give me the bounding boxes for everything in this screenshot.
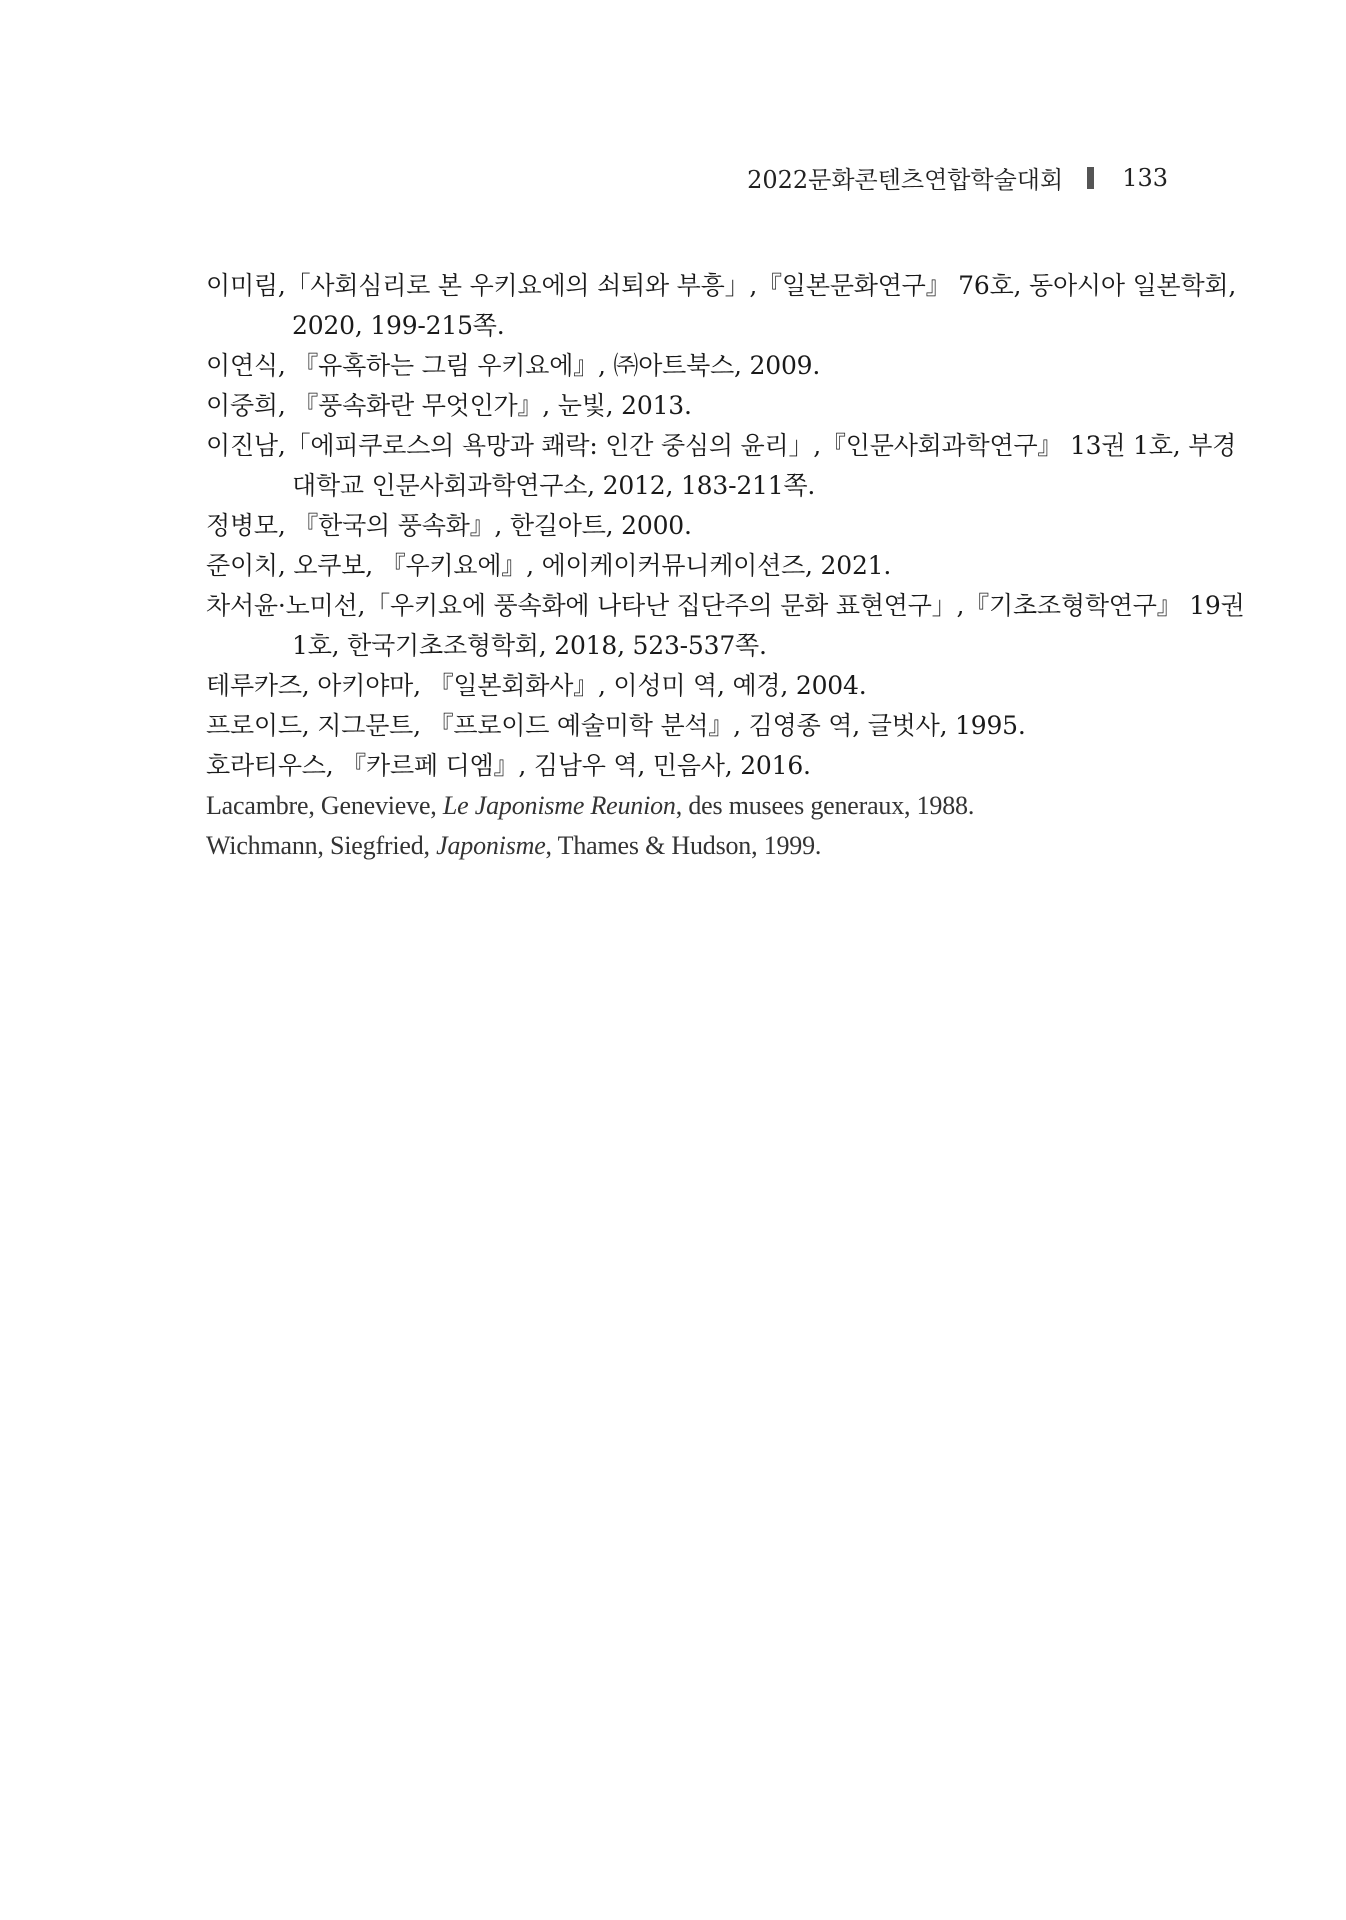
reference-authors: Wichmann, Siegfried,: [206, 831, 437, 860]
reference-item: [206, 706, 1168, 746]
reference-line: 프로이드, 지그문트, 『프로이드 예술미학 분석』, 김영종 역, 글벗사, 1995.: [206, 711, 1026, 740]
reference-item: [206, 346, 1168, 386]
reference-item: [206, 386, 1168, 426]
english-reference-item: [206, 786, 1168, 826]
reference-item: [206, 426, 1237, 506]
header-divider: [1087, 167, 1094, 189]
reference-line: 이중희, 『풍속화란 무엇인가』, 눈빛, 2013.: [206, 391, 692, 420]
reference-list: [206, 266, 1245, 866]
reference-item: [206, 666, 1168, 706]
reference-line: 이미림,「사회심리로 본 우키요에의 쇠퇴와 부흥」,『일본문화연구』 76호, 동아시아 일본학회,: [206, 271, 1237, 300]
reference-item: [206, 546, 1168, 586]
reference-item: [206, 506, 1168, 546]
reference-continuation: 1호, 한국기초조형학회, 2018, 523-537쪽.: [292, 631, 767, 660]
reference-line: 정병모, 『한국의 풍속화』, 한길아트, 2000.: [206, 511, 692, 540]
reference-title: Le Japonisme Reunion: [442, 791, 676, 820]
reference-publication: , des musees generaux, 1988.: [675, 791, 975, 820]
reference-line: 호라티우스, 『카르페 디엠』, 김남우 역, 민음사, 2016.: [206, 751, 811, 780]
reference-continuation: 대학교 인문사회과학연구소, 2012, 183-211쪽.: [292, 471, 816, 500]
reference-item: [206, 586, 1245, 666]
reference-continuation: 2020, 199-215쪽.: [292, 311, 505, 340]
reference-publication: , Thames & Hudson, 1999.: [545, 831, 822, 860]
reference-authors: Lacambre, Genevieve,: [206, 791, 443, 820]
reference-line: 이진남,「에피쿠로스의 욕망과 쾌락: 인간 중심의 윤리」,『인문사회과학연구』 13권 1호, 부경: [206, 431, 1237, 460]
reference-line: 이연식, 『유혹하는 그림 우키요에』, ㈜아트북스, 2009.: [206, 351, 821, 380]
reference-line: 차서윤·노미선,「우키요에 풍속화에 나타난 집단주의 문화 표현연구」,『기초조형학연구』 19권: [206, 591, 1245, 620]
page-number: 133: [1122, 163, 1168, 192]
running-header: [747, 160, 1168, 195]
reference-title: Japonisme: [436, 831, 546, 860]
reference-item: [206, 266, 1237, 346]
english-reference-item: [206, 826, 1168, 866]
reference-line: 테루카즈, 아키야마, 『일본회화사』, 이성미 역, 예경, 2004.: [206, 671, 867, 700]
reference-line: 준이치, 오쿠보, 『우키요에』, 에이케이커뮤니케이션즈, 2021.: [206, 551, 892, 580]
reference-item: [206, 746, 1168, 786]
conference-title: 2022문화콘텐츠연합학술대회: [747, 166, 1064, 194]
